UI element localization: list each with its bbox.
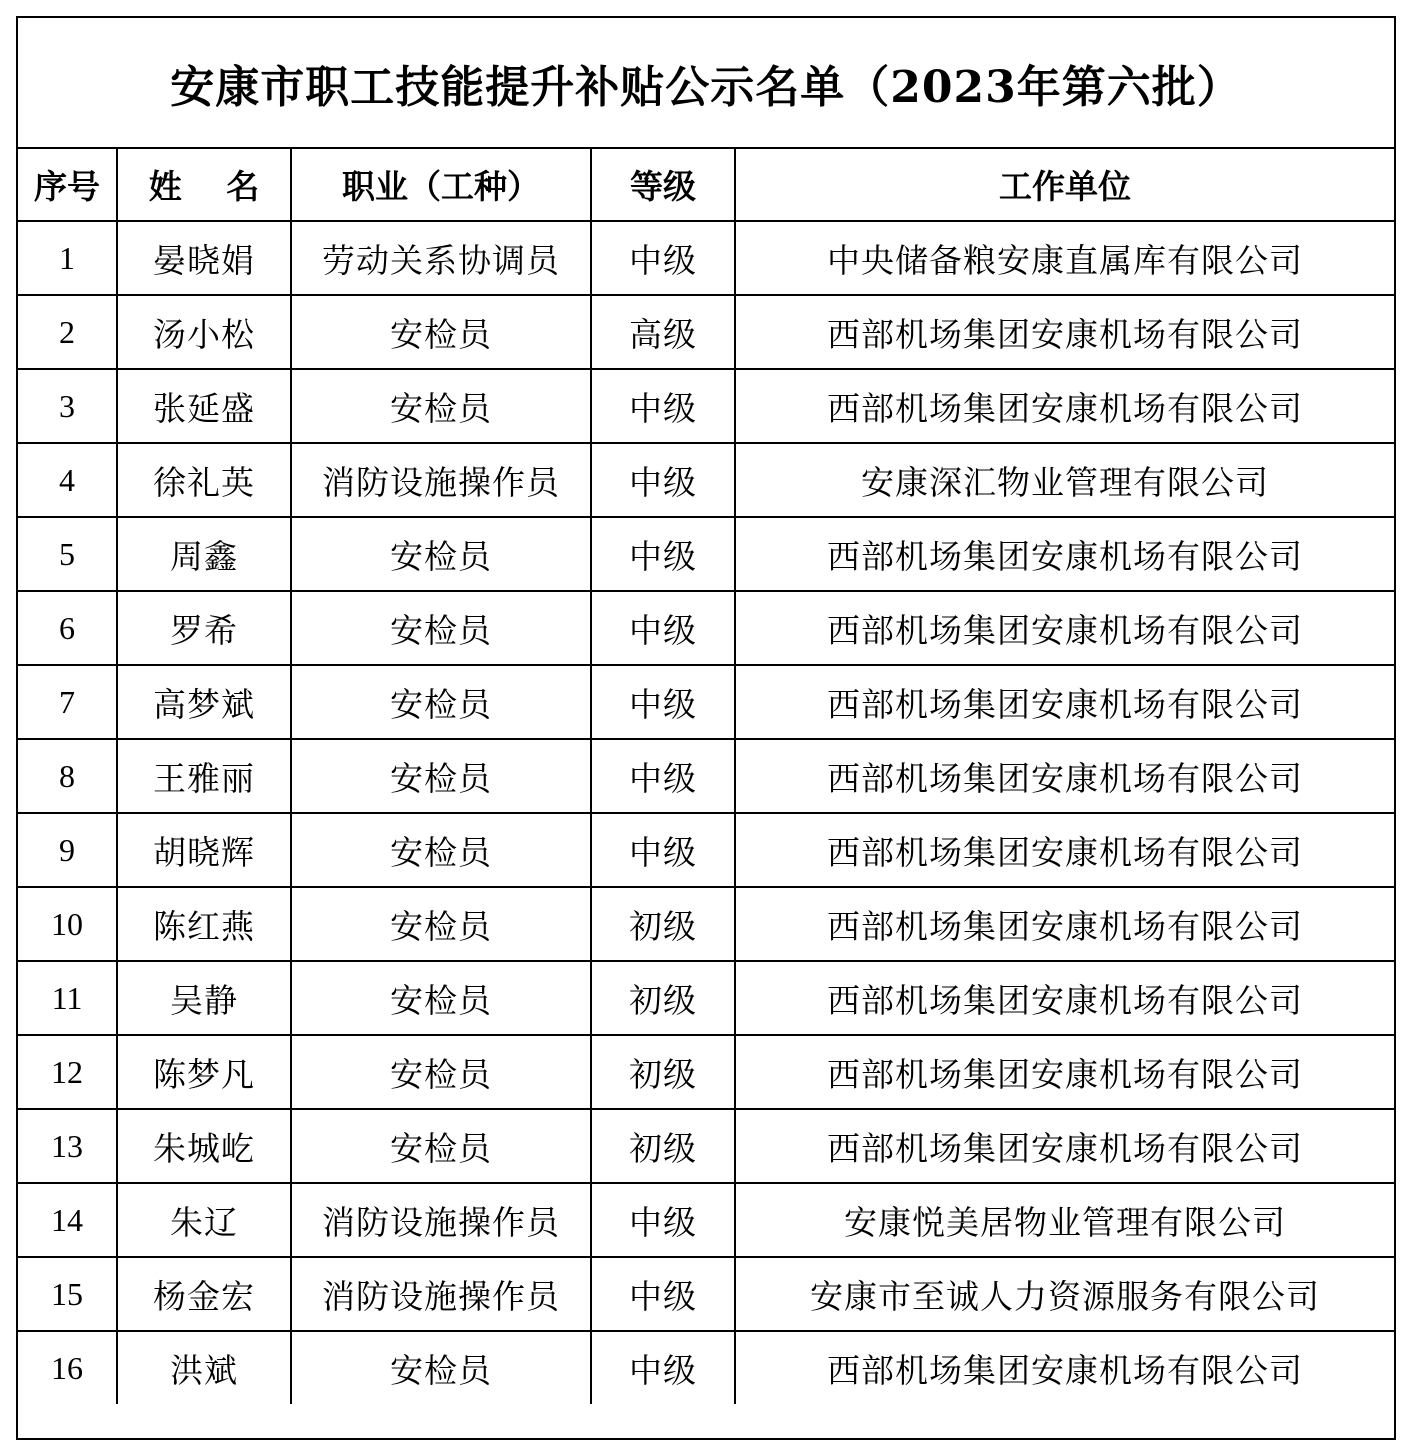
cell-unit: 西部机场集团安康机场有限公司: [735, 1109, 1394, 1183]
header-row: [18, 149, 1394, 221]
cell-occupation: 安检员: [291, 665, 591, 739]
cell-unit: 安康市至诚人力资源服务有限公司: [735, 1257, 1394, 1331]
subsidy-table: [18, 149, 1394, 1404]
header-unit: 工作单位: [735, 149, 1394, 221]
cell-name: 王雅丽: [117, 739, 291, 813]
table-row: [18, 1331, 1394, 1404]
cell-seq: 14: [18, 1183, 117, 1257]
cell-occupation: 安检员: [291, 1109, 591, 1183]
cell-name: 晏晓娟: [117, 221, 291, 295]
cell-seq: 10: [18, 887, 117, 961]
cell-seq: 9: [18, 813, 117, 887]
header-occupation: 职业（工种）: [291, 149, 591, 221]
cell-unit: 西部机场集团安康机场有限公司: [735, 369, 1394, 443]
cell-occupation: 安检员: [291, 1035, 591, 1109]
cell-level: 初级: [591, 961, 735, 1035]
table-body: [18, 221, 1394, 1404]
cell-seq: 8: [18, 739, 117, 813]
table-row: [18, 1183, 1394, 1257]
cell-seq: 6: [18, 591, 117, 665]
cell-name: 罗希: [117, 591, 291, 665]
cell-occupation: 安检员: [291, 961, 591, 1035]
header-name: 姓 名: [117, 149, 291, 221]
cell-occupation: 消防设施操作员: [291, 1183, 591, 1257]
cell-name: 吴静: [117, 961, 291, 1035]
cell-unit: 西部机场集团安康机场有限公司: [735, 295, 1394, 369]
cell-occupation: 安检员: [291, 887, 591, 961]
cell-occupation: 安检员: [291, 517, 591, 591]
cell-seq: 12: [18, 1035, 117, 1109]
cell-occupation: 安检员: [291, 813, 591, 887]
cell-unit: 西部机场集团安康机场有限公司: [735, 517, 1394, 591]
cell-seq: 11: [18, 961, 117, 1035]
cell-seq: 16: [18, 1331, 117, 1404]
document-title: 安康市职工技能提升补贴公示名单（2023年第六批）: [18, 18, 1394, 149]
header-level: 等级: [591, 149, 735, 221]
cell-name: 汤小松: [117, 295, 291, 369]
cell-name: 朱城屹: [117, 1109, 291, 1183]
table-row: [18, 961, 1394, 1035]
cell-seq: 7: [18, 665, 117, 739]
cell-unit: 安康悦美居物业管理有限公司: [735, 1183, 1394, 1257]
table-row: [18, 1257, 1394, 1331]
cell-level: 中级: [591, 443, 735, 517]
cell-seq: 3: [18, 369, 117, 443]
cell-unit: 西部机场集团安康机场有限公司: [735, 591, 1394, 665]
cell-level: 初级: [591, 1035, 735, 1109]
cell-name: 杨金宏: [117, 1257, 291, 1331]
cell-seq: 5: [18, 517, 117, 591]
cell-unit: 安康深汇物业管理有限公司: [735, 443, 1394, 517]
cell-level: 高级: [591, 295, 735, 369]
table-row: [18, 443, 1394, 517]
cell-occupation: 安检员: [291, 591, 591, 665]
cell-seq: 13: [18, 1109, 117, 1183]
cell-occupation: 安检员: [291, 1331, 591, 1404]
table-row: [18, 1035, 1394, 1109]
cell-occupation: 安检员: [291, 369, 591, 443]
table-row: [18, 591, 1394, 665]
table-row: [18, 739, 1394, 813]
cell-level: 中级: [591, 739, 735, 813]
cell-level: 中级: [591, 517, 735, 591]
cell-name: 陈梦凡: [117, 1035, 291, 1109]
cell-level: 初级: [591, 1109, 735, 1183]
cell-occupation: 安检员: [291, 739, 591, 813]
cell-name: 洪斌: [117, 1331, 291, 1404]
cell-occupation: 消防设施操作员: [291, 1257, 591, 1331]
table-row: [18, 813, 1394, 887]
cell-unit: 西部机场集团安康机场有限公司: [735, 1035, 1394, 1109]
cell-level: 中级: [591, 1183, 735, 1257]
cell-unit: 中央储备粮安康直属库有限公司: [735, 221, 1394, 295]
cell-seq: 2: [18, 295, 117, 369]
cell-occupation: 劳动关系协调员: [291, 221, 591, 295]
table-row: [18, 517, 1394, 591]
cell-level: 中级: [591, 665, 735, 739]
cell-unit: 西部机场集团安康机场有限公司: [735, 739, 1394, 813]
cell-unit: 西部机场集团安康机场有限公司: [735, 813, 1394, 887]
cell-seq: 15: [18, 1257, 117, 1331]
cell-name: 高梦斌: [117, 665, 291, 739]
table-row: [18, 887, 1394, 961]
notice-sheet: [16, 16, 1396, 1440]
cell-name: 陈红燕: [117, 887, 291, 961]
table-row: [18, 1109, 1394, 1183]
table-row: [18, 665, 1394, 739]
cell-occupation: 安检员: [291, 295, 591, 369]
cell-level: 中级: [591, 1331, 735, 1404]
cell-name: 朱辽: [117, 1183, 291, 1257]
cell-occupation: 消防设施操作员: [291, 443, 591, 517]
cell-name: 胡晓辉: [117, 813, 291, 887]
cell-level: 中级: [591, 221, 735, 295]
table-row: [18, 221, 1394, 295]
table-row: [18, 369, 1394, 443]
header-seq: 序号: [18, 149, 117, 221]
cell-unit: 西部机场集团安康机场有限公司: [735, 887, 1394, 961]
cell-seq: 4: [18, 443, 117, 517]
cell-seq: 1: [18, 221, 117, 295]
cell-unit: 西部机场集团安康机场有限公司: [735, 961, 1394, 1035]
cell-level: 中级: [591, 1257, 735, 1331]
cell-level: 中级: [591, 369, 735, 443]
cell-level: 中级: [591, 591, 735, 665]
table-row: [18, 295, 1394, 369]
cell-unit: 西部机场集团安康机场有限公司: [735, 1331, 1394, 1404]
cell-name: 周鑫: [117, 517, 291, 591]
cell-level: 初级: [591, 887, 735, 961]
cell-level: 中级: [591, 813, 735, 887]
cell-unit: 西部机场集团安康机场有限公司: [735, 665, 1394, 739]
cell-name: 徐礼英: [117, 443, 291, 517]
cell-name: 张延盛: [117, 369, 291, 443]
